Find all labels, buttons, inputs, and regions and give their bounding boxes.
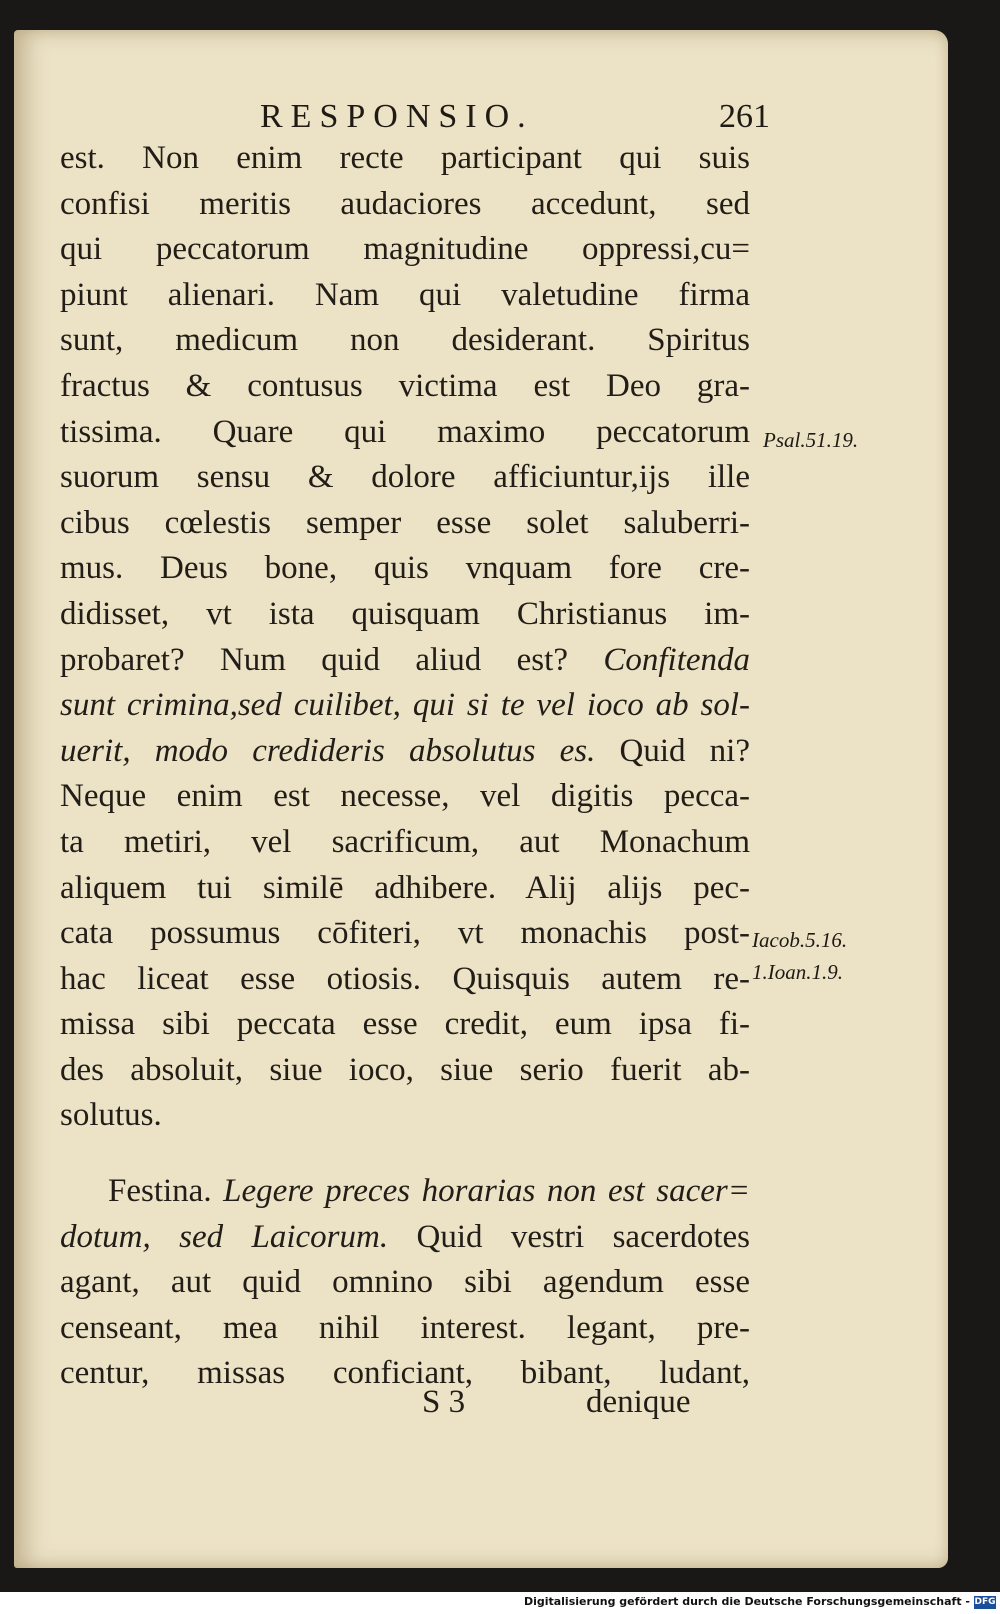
text-line: aliquem tui similē adhibere. Alij alijs pec- xyxy=(60,869,750,906)
text-run: probaret? Num quid aliud est? xyxy=(60,641,568,678)
italic-run: Legere preces horarias non est sacer= xyxy=(223,1173,751,1210)
text-line xyxy=(60,1169,750,1215)
text-line: qui peccatorum magnitudine oppressi,cu= xyxy=(60,231,750,268)
text-line: didisset, vt ista quisquam Christianus im- xyxy=(60,595,750,632)
text-line: cibus cœlestis semper esse solet saluberri- xyxy=(60,504,750,541)
paragraph-spacer xyxy=(60,1139,750,1169)
signature-mark: S 3 xyxy=(422,1384,466,1420)
body-text xyxy=(60,136,750,1397)
text-line xyxy=(60,1215,750,1261)
text-line: cata possumus cōfiteri, vt monachis post- xyxy=(60,915,750,952)
page-number: 261 xyxy=(719,98,770,135)
text-line: solutus. xyxy=(60,1097,162,1134)
text-line: des absoluit, siue ioco, siue serio fuerit ab- xyxy=(60,1051,750,1088)
text-line: ta metiri, vel sacrificum, aut Monachum xyxy=(60,823,750,860)
text-line: est. Non enim recte participant qui suis xyxy=(60,140,750,176)
text-run: Festina. xyxy=(108,1173,212,1210)
text-run: Quid vestri sacerdotes xyxy=(416,1218,751,1255)
text-line: hac liceat esse otiosis. Quisquis autem re- xyxy=(60,960,750,997)
credit-bar xyxy=(0,1592,1000,1614)
italic-run: dotum, sed Laicorum. xyxy=(60,1218,389,1255)
text-line: agant, aut quid omnino sibi agendum esse xyxy=(60,1264,750,1301)
text-line: suorum sensu & dolore afficiuntur,ijs ille xyxy=(60,459,750,496)
margin-note-psal: Psal.51.19. xyxy=(763,428,859,452)
text-line: mus. Deus bone, quis vnquam fore cre- xyxy=(60,550,750,587)
text-line: sunt crimina,sed cuilibet, qui si te vel ioco ab sol- xyxy=(60,687,750,724)
margin-note-ioan: 1.Ioan.1.9. xyxy=(752,960,843,984)
dfg-logo-icon: DFG xyxy=(974,1597,996,1607)
margin-note-iacob: Iacob.5.16. xyxy=(752,928,848,952)
text-line: tissima. Quare qui maximo peccatorum xyxy=(60,413,750,450)
running-head: RESPONSIO. xyxy=(260,98,534,135)
text-line: centur, missas conficiant, bibant, ludant, xyxy=(60,1355,750,1392)
credit-text: Digitalisierung gefördert durch die Deutsche Forschungsgemeinschaft - xyxy=(523,1595,970,1608)
italic-run: uerit, modo credideris absolutus es. xyxy=(60,732,596,769)
text-line: missa sibi peccata esse credit, eum ipsa fi- xyxy=(60,1006,750,1043)
text-line: piunt alienari. Nam qui valetudine firma xyxy=(60,276,750,313)
catchword: denique xyxy=(586,1384,691,1420)
text-line: confisi meritis audaciores accedunt, sed xyxy=(60,185,750,222)
text-run: Quid ni? xyxy=(619,732,751,769)
text-line: Neque enim est necesse, vel digitis pecca- xyxy=(60,778,750,815)
text-line xyxy=(60,638,750,684)
italic-run: Confitenda xyxy=(603,641,751,678)
text-line: censeant, mea nihil interest. legant, pre- xyxy=(60,1309,750,1346)
text-line: fractus & contusus victima est Deo gra- xyxy=(60,367,750,404)
text-line: sunt, medicum non desiderant. Spiritus xyxy=(60,322,750,359)
text-line xyxy=(60,729,750,775)
